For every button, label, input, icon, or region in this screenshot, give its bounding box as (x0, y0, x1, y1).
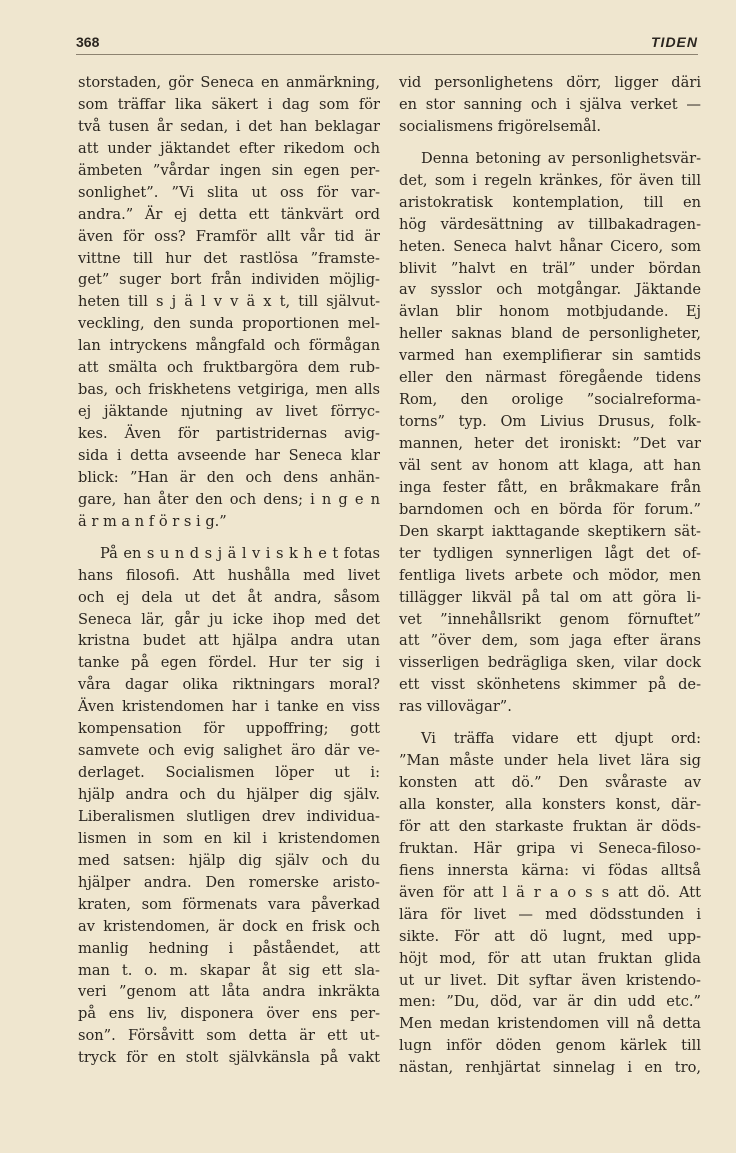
text-line: som träffar lika säkert i dag som för (78, 95, 380, 113)
text-line: veckling, den sunda proportionen mel- (78, 315, 380, 333)
text-line: Den skarpt iakttagande skeptikern sät- (399, 522, 701, 540)
text-line: att smälta och fruktbargöra dem rub- (78, 359, 380, 377)
text-line: varmed han exemplifierar sin samtids (399, 347, 701, 365)
text-line: hans filosofi. Att hushålla med livet (78, 566, 380, 584)
text-line: gare, han åter den och dens; i n g e n (78, 490, 380, 508)
text-line: blivit ”halvt en träl” under bördan (399, 259, 701, 277)
header-rule (76, 54, 698, 55)
text-line: Vi träffa vidare ett djupt ord: (421, 730, 701, 748)
text-line: kristna budet att hjälpa andra utan (78, 632, 380, 650)
text-line: andra.” Är ej detta ett tänkvärt ord (78, 205, 380, 223)
text-line: för att den starkaste fruktan är döds- (399, 817, 701, 835)
text-line: tanke på egen fördel. Hur ter sig i (78, 654, 380, 672)
text-line: lan intryckens mångfald och förmågan (78, 337, 380, 355)
text-line: nästan, renhjärtat sinnelag i en tro, (399, 1059, 701, 1077)
text-line: eller den närmast föregående tidens (399, 369, 701, 387)
text-line: alla konster, alla konsters konst, där- (399, 796, 701, 813)
text-line: heten. Seneca halvt hånar Cicero, som (399, 237, 701, 255)
text-line: bas, och friskhetens vetgiriga, men alls (78, 381, 380, 399)
text-line: två tusen år sedan, i det han beklagar (78, 117, 380, 135)
text-line: men: ”Du, död, var är din udd etc.” (399, 993, 701, 1011)
text-line: blick: ”Han är den och dens anhän- (78, 468, 380, 486)
text-line: ett visst skönhetens skimmer på de- (399, 676, 701, 694)
text-line: visserligen bedrägliga sken, vilar dock (399, 654, 701, 672)
text-line: På en s u n d s j ä l v i s k h e t fotas (100, 544, 380, 562)
text-line: även för att l ä r a o s s att dö. Att (399, 883, 701, 901)
text-line: hjälp andra och du hjälper dig själv. (78, 786, 380, 803)
text-line: sida i detta avseende har Seneca klar (78, 446, 380, 464)
text-line: hjälper andra. Den romerske aristo- (78, 873, 380, 891)
text-line: sonlighet”. ”Vi slita ut oss för var- (78, 183, 380, 201)
text-line: kompensation för uppoffring; gott (78, 720, 380, 738)
text-line: torns” typ. Om Livius Drusus, folk- (399, 413, 701, 431)
text-line: inga fester fått, en bråkmakare från (399, 478, 701, 496)
text-line: kraten, som förmenats vara påverkad (78, 895, 380, 913)
text-line: en stor sanning och i själva verket — (399, 95, 701, 113)
text-line: sikte. För att dö lugnt, med upp- (399, 927, 701, 945)
text-line: ämbeten ”vårdar ingen sin egen per- (78, 161, 380, 179)
right-text-column (399, 72, 701, 1079)
text-line: lära för livet — med dödsstunden i (399, 905, 701, 923)
text-line: fruktan. Här gripa vi Seneca-filoso- (399, 839, 701, 857)
text-line: och ej dela ut det åt andra, såsom (78, 588, 380, 606)
page-number: 368 (76, 34, 100, 50)
text-line: Seneca lär, går ju icke ihop med det (78, 610, 380, 628)
text-line: tillägger likväl på tal om att göra li- (399, 588, 701, 606)
running-title: TIDEN (651, 34, 698, 50)
text-line: lismen in som en kil i kristendomen (78, 829, 380, 847)
text-line: samvete och evig salighet äro där ve- (78, 742, 380, 760)
text-line: ter tydligen synnerligen lågt det of- (399, 544, 701, 562)
text-line: Men medan kristendomen vill nå detta (399, 1015, 701, 1033)
text-line: ras villovägar”. (399, 698, 512, 716)
text-line: att ”över dem, som jaga efter ärans (399, 632, 701, 650)
text-line: vittne till hur det rastlösa ”framste- (78, 249, 380, 267)
text-line: barndomen och en börda för forum.” (399, 500, 701, 518)
text-line: veri ”genom att låta andra inkräkta (78, 983, 380, 1001)
text-line: vid personlighetens dörr, ligger däri (399, 74, 701, 91)
text-line: Även kristendomen har i tanke en viss (78, 698, 380, 716)
text-line: tryck för en stolt självkänsla på vakt (78, 1049, 380, 1067)
text-line: ej jäktande njutning av livet förryc- (78, 403, 380, 421)
text-line: fiens innersta kärna: vi födas alltså (399, 861, 701, 879)
text-line: av sysslor och motgångar. Jäktande (399, 281, 701, 299)
text-line: på ens liv, disponera över ens per- (78, 1005, 380, 1023)
text-line: av kristendomen, är dock en frisk och (78, 917, 380, 935)
text-line: vet ”innehållsrikt genom förnuftet” (399, 610, 701, 628)
text-line: väl sent av honom att klaga, att han (399, 456, 701, 474)
text-line: heten till s j ä l v v ä x t, till självut- (78, 293, 380, 311)
text-line: Rom, den orolige ”socialreforma- (399, 391, 701, 409)
text-line: heller saknas bland de personligheter, (399, 325, 701, 343)
text-line: lugn inför döden genom kärlek till (399, 1037, 701, 1055)
text-line: get” suger bort från individen möjlig- (78, 271, 380, 289)
text-line: socialismens frigörelsemål. (399, 117, 602, 135)
text-line: Denna betoning av personlighetsvär- (421, 149, 701, 167)
text-line: det, som i regeln kränkes, för även till (399, 171, 701, 189)
text-line: ”Man måste under hela livet lära sig (399, 752, 701, 770)
text-line: våra dagar olika riktningars moral? (78, 676, 380, 694)
text-line: aristokratisk kontemplation, till en (399, 193, 701, 211)
text-line: höjt mod, för att utan fruktan glida (399, 949, 701, 967)
text-line: med satsen: hjälp dig själv och du (78, 851, 380, 869)
text-line: ävlan blir honom motbjudande. Ej (399, 303, 701, 321)
text-line: ut ur livet. Dit syftar även kristendo- (399, 971, 701, 989)
left-text-column (78, 72, 380, 1069)
text-line: konsten att dö.” Den svåraste av (399, 774, 701, 792)
text-line: att under jäktandet efter rikedom och (78, 139, 380, 157)
text-line: manlig hedning i påståendet, att (78, 939, 380, 957)
text-line: storstaden, gör Seneca en anmärkning, (78, 74, 380, 91)
text-line: hög värdesättning av tillbakadragen- (399, 215, 701, 233)
text-line: Liberalismen slutligen drev individua- (78, 807, 380, 825)
text-line: ä r m a n f ö r s i g.” (78, 512, 227, 530)
text-line: även för oss? Framför allt vår tid är (78, 227, 380, 245)
text-line: kes. Även för partistridernas avig- (78, 425, 380, 442)
text-line: mannen, heter det ironiskt: ”Det var (399, 435, 701, 452)
page-header (76, 34, 698, 56)
text-line: son”. Försåvitt som detta är ett ut- (78, 1027, 380, 1045)
text-line: fentliga livets arbete och mödor, men (399, 566, 701, 584)
text-line: derlaget. Socialismen löper ut i: (78, 764, 380, 782)
text-line: man t. o. m. skapar åt sig ett sla- (78, 961, 380, 979)
